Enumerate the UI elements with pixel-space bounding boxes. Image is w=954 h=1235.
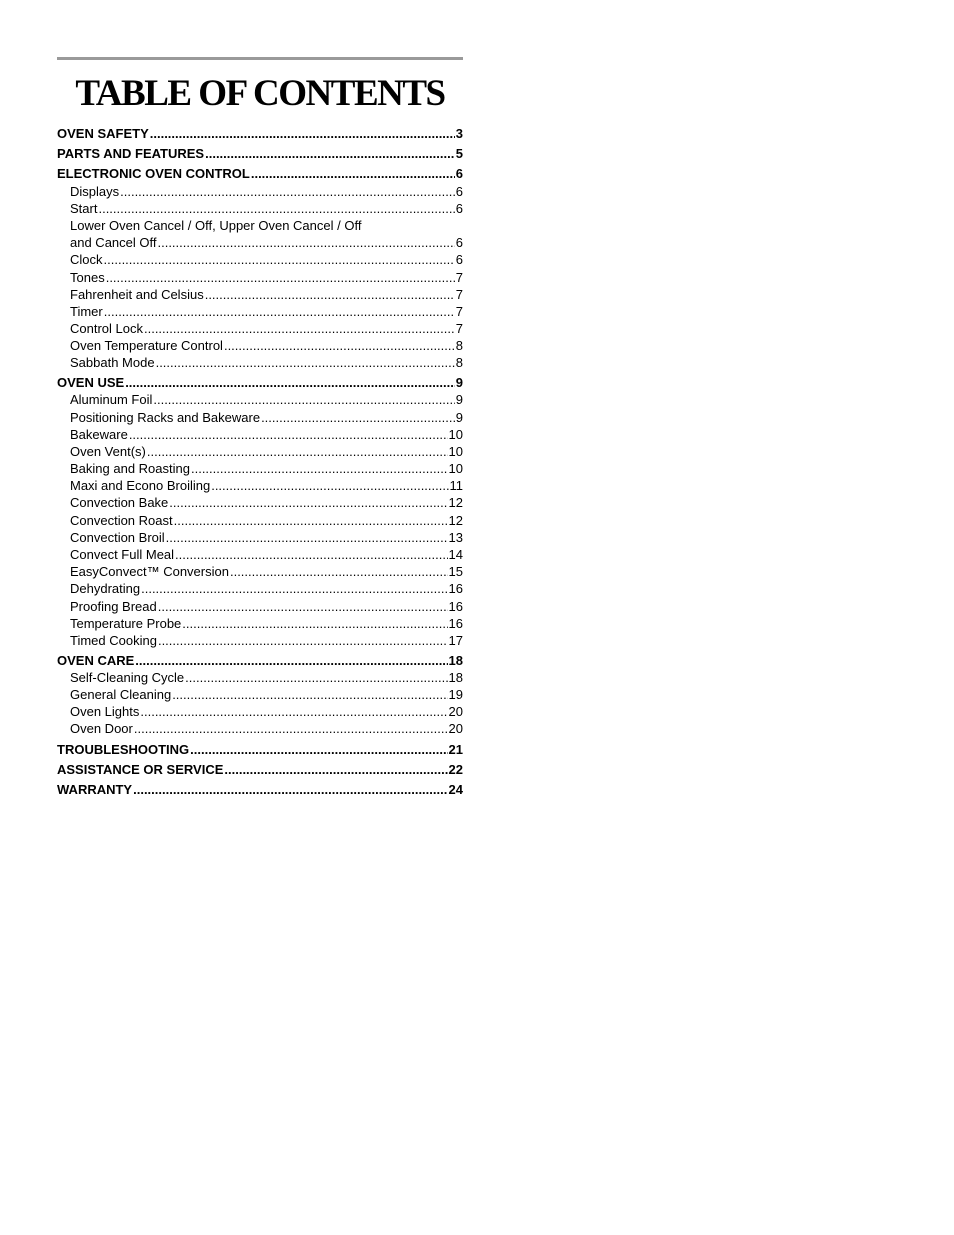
toc-page-number: 6 <box>455 183 463 199</box>
toc-section-entry[interactable] <box>57 761 463 778</box>
toc-page <box>57 57 463 798</box>
toc-subentry[interactable] <box>57 494 463 511</box>
dot-leader <box>169 494 447 511</box>
toc-subentry[interactable] <box>57 337 463 354</box>
dot-leader <box>224 337 455 354</box>
toc-entry-label: Tones <box>70 269 105 285</box>
toc-subentry[interactable] <box>57 529 463 546</box>
toc-entry-label: Timed Cooking <box>70 632 157 648</box>
toc-entry-label: ELECTRONIC OVEN CONTROL <box>57 166 250 182</box>
toc-subentry[interactable] <box>57 703 463 720</box>
toc-subentry[interactable] <box>57 251 463 268</box>
toc-list <box>57 125 463 798</box>
toc-entry-label: and Cancel Off <box>70 235 157 251</box>
toc-subentry[interactable] <box>57 477 463 494</box>
toc-subentry[interactable] <box>57 320 463 337</box>
toc-page-number: 6 <box>455 235 463 251</box>
toc-page-number: 22 <box>448 761 463 777</box>
dot-leader <box>174 512 448 529</box>
toc-entry-label: Baking and Roasting <box>70 461 190 477</box>
toc-subentry[interactable] <box>57 443 463 460</box>
toc-page-number: 18 <box>448 652 463 668</box>
toc-entry-label: Fahrenheit and Celsius <box>70 286 204 302</box>
dot-leader <box>144 320 455 337</box>
toc-section-entry[interactable] <box>57 125 463 142</box>
toc-page-number: 10 <box>448 461 463 477</box>
toc-subentry[interactable] <box>57 200 463 217</box>
dot-leader <box>158 632 448 649</box>
toc-page-number: 6 <box>455 252 463 268</box>
dot-leader <box>156 354 455 371</box>
dot-leader <box>133 781 447 798</box>
dot-leader <box>251 165 455 182</box>
toc-entry-label: OVEN SAFETY <box>57 126 149 141</box>
toc-page-number: 21 <box>448 741 463 757</box>
toc-page-number: 7 <box>455 286 463 302</box>
toc-section-entry[interactable] <box>57 165 463 182</box>
toc-page-number: 6 <box>455 200 463 216</box>
toc-entry-label: Bakeware <box>70 426 128 442</box>
toc-subentry[interactable] <box>57 580 463 597</box>
toc-entry-label: TROUBLESHOOTING <box>57 741 190 757</box>
toc-page-number: 9 <box>455 409 463 425</box>
toc-subentry[interactable] <box>57 563 463 580</box>
dot-leader <box>98 200 454 217</box>
dot-leader <box>224 761 447 778</box>
toc-subentry[interactable] <box>57 409 463 426</box>
toc-entry-label: ASSISTANCE OR SERVICE <box>57 761 224 777</box>
toc-page-number: 9 <box>455 392 463 408</box>
dot-leader <box>129 426 448 443</box>
toc-entry-label: Sabbath Mode <box>70 355 155 371</box>
dot-leader <box>104 303 455 320</box>
toc-subentry[interactable] <box>57 269 463 286</box>
toc-entry-label: OVEN CARE <box>57 652 135 668</box>
dot-leader <box>158 598 448 615</box>
toc-entry-label: Oven Vent(s) <box>70 443 146 459</box>
dot-leader <box>120 183 455 200</box>
toc-subentry[interactable] <box>57 598 463 615</box>
toc-entry-label: Timer <box>70 303 103 319</box>
toc-page-number: 18 <box>448 669 463 685</box>
toc-entry-label: Convection Roast <box>70 512 173 528</box>
dot-leader <box>175 546 447 563</box>
toc-section-entry[interactable] <box>57 374 463 391</box>
toc-page-number: 17 <box>448 632 463 648</box>
toc-entry-label: EasyConvect™ Conversion <box>70 564 229 580</box>
toc-subentry[interactable] <box>57 354 463 371</box>
toc-page-number: 8 <box>455 355 463 371</box>
toc-entry-label: Convection Bake <box>70 495 169 511</box>
toc-subentry[interactable] <box>57 686 463 703</box>
dot-leader <box>185 669 447 686</box>
toc-entry-label: Control Lock <box>70 321 143 337</box>
toc-subentry[interactable] <box>57 460 463 477</box>
toc-page-number: 20 <box>448 721 463 737</box>
toc-page-number: 16 <box>448 581 463 597</box>
toc-entry-label: Start <box>70 200 98 216</box>
toc-page-number: 6 <box>455 166 463 182</box>
dot-leader <box>147 443 448 460</box>
toc-subentry[interactable] <box>57 426 463 443</box>
toc-entry-label: Proofing Bread <box>70 598 157 614</box>
dot-leader <box>141 580 447 597</box>
toc-subentry[interactable] <box>57 234 463 251</box>
toc-page-number: 16 <box>448 598 463 614</box>
toc-entry-label: Lower Oven Cancel / Off, Upper Oven Cancel / Off <box>70 217 362 233</box>
dot-leader <box>135 652 447 669</box>
toc-page-number: 10 <box>448 443 463 459</box>
toc-entry-label: Aluminum Foil <box>70 392 153 408</box>
dot-leader <box>166 529 448 546</box>
dot-leader <box>205 145 455 162</box>
toc-page-number: 5 <box>455 146 463 162</box>
dot-leader <box>182 615 447 632</box>
toc-subentry[interactable] <box>57 632 463 649</box>
toc-entry-label: Oven Temperature Control <box>70 338 223 354</box>
toc-subentry[interactable] <box>57 615 463 632</box>
dot-leader <box>104 251 455 268</box>
dot-leader <box>134 720 448 737</box>
dot-leader <box>172 686 447 703</box>
toc-entry-label: Temperature Probe <box>70 615 182 631</box>
dot-leader <box>190 741 447 758</box>
toc-subentry[interactable] <box>57 286 463 303</box>
toc-subentry[interactable] <box>57 217 463 234</box>
dot-leader <box>150 125 455 142</box>
toc-page-number: 10 <box>448 426 463 442</box>
dot-leader <box>211 477 448 494</box>
toc-page-number: 15 <box>448 564 463 580</box>
toc-page-number: 8 <box>455 338 463 354</box>
toc-page-number: 16 <box>448 615 463 631</box>
toc-page-number: 7 <box>455 303 463 319</box>
toc-page-number: 14 <box>448 547 463 562</box>
toc-page-number: 7 <box>455 321 463 337</box>
toc-entry-label: Convection Broil <box>70 529 165 545</box>
dot-leader <box>191 460 448 477</box>
toc-page-number: 7 <box>455 269 463 285</box>
toc-entry-label: Self-Cleaning Cycle <box>70 669 185 685</box>
toc-page-number: 9 <box>455 375 463 391</box>
toc-entry-label: Clock <box>70 252 103 268</box>
toc-section-entry[interactable] <box>57 781 463 798</box>
toc-entry-label: PARTS AND FEATURES <box>57 146 205 162</box>
toc-page-number: 24 <box>448 781 463 797</box>
toc-entry-label: Convect Full Meal <box>70 547 175 562</box>
toc-subentry[interactable] <box>57 546 463 563</box>
toc-section-entry[interactable] <box>57 652 463 669</box>
top-rule <box>57 57 463 60</box>
toc-entry-label: Displays <box>70 183 120 199</box>
toc-section-entry[interactable] <box>57 741 463 758</box>
toc-entry-label: Dehydrating <box>70 581 141 597</box>
dot-leader <box>157 234 454 251</box>
toc-subentry[interactable] <box>57 720 463 737</box>
toc-subentry[interactable] <box>57 669 463 686</box>
toc-entry-label: Oven Lights <box>70 704 140 720</box>
toc-entry-label: WARRANTY <box>57 781 133 797</box>
toc-page-number: 13 <box>448 529 463 545</box>
toc-entry-label: Positioning Racks and Bakeware <box>70 409 261 425</box>
toc-entry-label: Maxi and Econo Broiling <box>70 478 211 494</box>
dot-leader <box>140 703 447 720</box>
dot-leader <box>205 286 455 303</box>
toc-page-number: 19 <box>448 687 463 702</box>
dot-leader <box>106 269 455 286</box>
toc-page-number: 12 <box>448 495 463 511</box>
toc-page-number: 3 <box>455 126 463 141</box>
toc-subentry[interactable] <box>57 183 463 200</box>
toc-page-number: 12 <box>448 512 463 528</box>
page-title: TABLE OF CONTENTS <box>75 73 445 114</box>
toc-page-number: 20 <box>448 704 463 720</box>
toc-entry-label: General Cleaning <box>70 687 172 702</box>
toc-subentry[interactable] <box>57 391 463 408</box>
toc-subentry[interactable] <box>57 512 463 529</box>
toc-entry-label: Oven Door <box>70 721 133 737</box>
dot-leader <box>153 391 454 408</box>
dot-leader <box>125 374 455 391</box>
toc-entry-label: OVEN USE <box>57 375 125 391</box>
dot-leader <box>230 563 448 580</box>
dot-leader <box>261 409 455 426</box>
toc-page-number: 11 <box>449 478 463 494</box>
toc-subentry[interactable] <box>57 303 463 320</box>
toc-section-entry[interactable] <box>57 145 463 162</box>
